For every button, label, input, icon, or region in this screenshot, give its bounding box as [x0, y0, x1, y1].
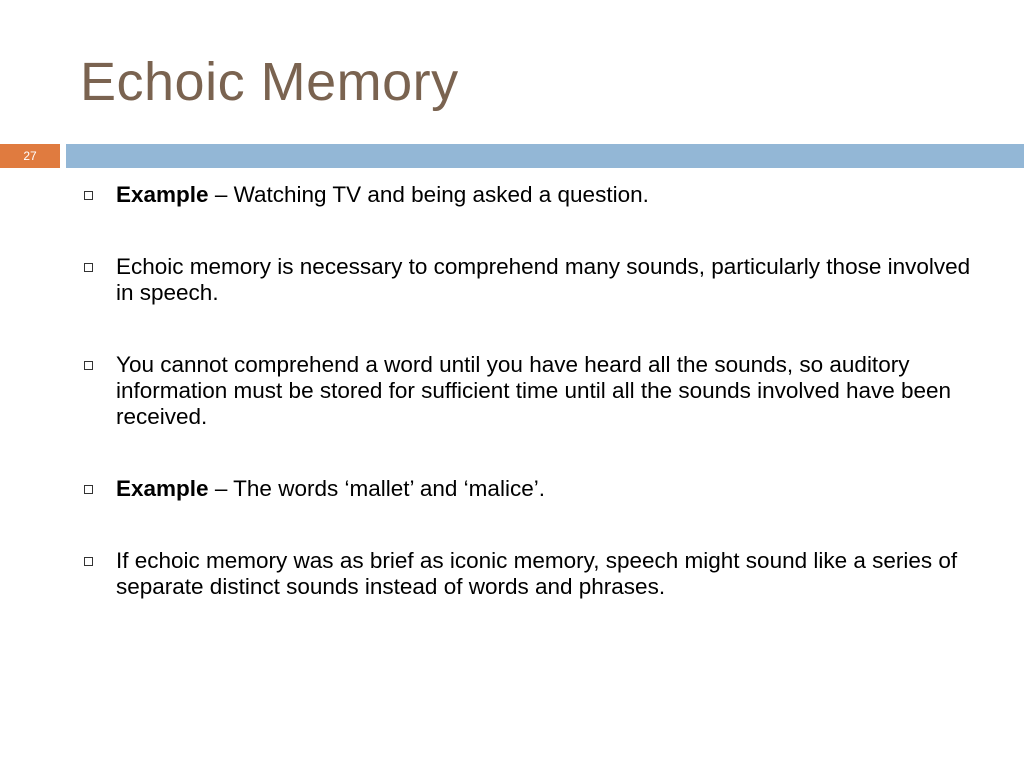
bullet-text: You cannot comprehend a word until you have heard all the sounds, so auditory information must be stored for sufficient time until all the sounds involved have been received. [116, 352, 952, 429]
bullet-text: Echoic memory is necessary to comprehend many sounds, particularly those involved in speech. [116, 254, 971, 305]
square-bullet-icon [84, 485, 93, 494]
bullet-item [80, 476, 980, 502]
bullet-item [80, 352, 980, 430]
slide-title: Echoic Memory [80, 52, 459, 112]
bullet-text: – The words ‘mallet’ and ‘malice’. [208, 476, 545, 501]
bullet-lead: Example [116, 182, 209, 207]
bullet-text: If echoic memory was as brief as iconic memory, speech might sound like a series of separate distinct sounds instead of words and phrases. [116, 548, 958, 599]
bullet-lead: Example [116, 476, 209, 501]
square-bullet-icon [84, 557, 93, 566]
bullet-text: – Watching TV and being asked a question. [208, 182, 649, 207]
bullet-item [80, 182, 980, 208]
square-bullet-icon [84, 361, 93, 370]
bullet-item [80, 548, 980, 600]
square-bullet-icon [84, 191, 93, 200]
bullet-item [80, 254, 980, 306]
accent-bar [66, 144, 1024, 168]
bullet-list [80, 182, 980, 600]
square-bullet-icon [84, 263, 93, 272]
slide-number: 27 [0, 144, 60, 168]
